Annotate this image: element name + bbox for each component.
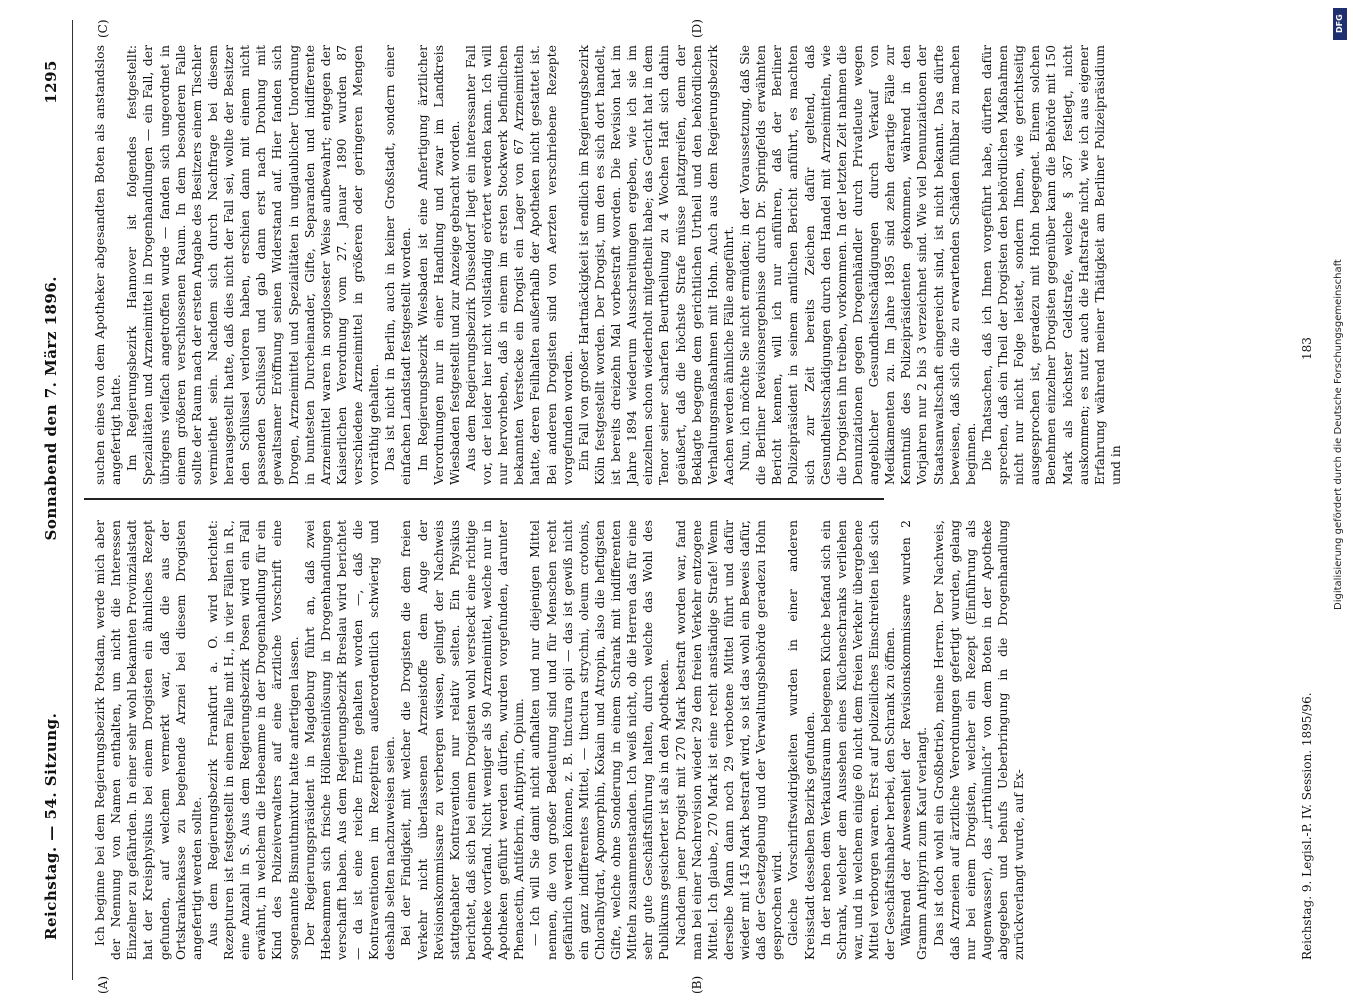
margin-mark-c: (C) — [96, 19, 110, 38]
paragraph: Im Regierungsbezirk Hannover ist folgendes festgestellt: Spezialitäten und Arzneimittel in Drogenhandlungen — ein Fall, der übrigens vielfach angetroffen wurde — fanden sich ungeordnet in einem größeren verschlossenen Raum. In dem besonderen Falle sollte der Raum nach der ersten Angabe des Besitzers einem Tischler vermiethet sein. Nachdem sich durch Nachfrage bei diesem herausgestellt hatte, daß dies nicht der Fall sei, wollte der Besitzer den Schlüssel verloren haben, erschien dann mit einem nicht passenden Schlüssel und gab dann erst nach Drohung mit gewaltsamer Eröffnung seinen Widerstand auf. Hier fanden sich Drogen, Arzneimittel und Spezialitäten in unglaublicher Unordnung in buntesten Durcheinander, Gifte, Separanden und indifferente Arzneimittel waren in sorglosester Weise aufbewahrt; entgegen der Kaiserlichen Verordnung vom 27. Januar 1890 wurden 87 verschiedene Arzneimittel in größeren oder geringeren Mengen vorräthig gehalten. — [124, 45, 382, 485]
digitization-note: Digitalisierung gefördert durch die Deutsche Forschungsgemeinschaft — [1333, 259, 1344, 610]
paragraph: Der Regierungspräsident in Magdeburg führt an, daß zwei Hebeammen sich frische Höllensteinlösung in Drogenhandlungen verschafft haben. Aus dem Regierungsbezirk Breslau wird berichtet — da ist eine reiche Ernte gehalten worden —, daß die Kontraventionen im Rezeptiren außerordentlich schwierig und deshalb selten nachzuweisen seien. — [301, 520, 398, 960]
paragraph: Das ist nicht in Berlin, auch in keiner Großstadt, sondern einer einfachen Landstadt festgestellt worden. — [382, 45, 414, 485]
paragraph: Bei der Findigkeit, mit welcher die Drogisten die dem freien Verkehr nicht überlassenen Arzneistoffe dem Auge der Revisionskommissare zu verbergen wissen, gelingt der Nachweis stattgehabter Kontravention nur relativ selten. Ein Physikus berichtet, daß sich bei einem Drogisten wohl versteckt eine richtige Apotheke vorfand. Nicht weniger als 90 Arzneimittel, welche nur in Apotheken geführt werden dürfen, wurden vorgefunden, darunter Phenacetin, Antifebrin, Antipyrin, Opium. — [398, 520, 527, 960]
paragraph: — Ich will Sie damit nicht aufhalten und nur diejenigen Mittel nennen, die von großer Bedeutung sind und für Menschen recht gefährlich werden können, z. B. tinctura opii — das ist gewiß nicht ein ganz indifferentes Mittel, — tinctura strychni, oleum crotonis, Chloralhydrat, Apomorphin, Kokain und Atropin, also die heftigsten Gifte, welche ohne Sonderung in einem Schrank mit indifferenten Mitteln zusammenstanden. Ich weiß nicht, ob die Herren das für eine sehr gute Geschäftsführung halten, durch welche das Wohl des Publikums gesicherter ist als in den Apotheken. — [527, 520, 672, 960]
paragraph: In der neben dem Verkaufsraum belegenen Küche befand sich ein Schrank, welcher dem Aussehen eines Küchenschranks verliehen war, und in welchem einige 60 nicht dem freien Verkehr übergebene Mittel verborgen waren. Erst auf polizeiliches Einschreiten ließ sich der Geschäftsinhaber herbei, den Schrank zu öffnen. — [817, 520, 898, 960]
paragraph: Im Regierungsbezirk Wiesbaden ist eine Anfertigung ärztlicher Verordnungen nur in einer Handlung und zwar im Landkreis Wiesbaden festgestellt und zur Anzeige gebracht worden. — [414, 45, 462, 485]
text-column-right — [92, 45, 1124, 485]
digitization-strip — [1333, 0, 1349, 1000]
paragraph: Während der Anwesenheit der Revisionskommissare wurden 2 Gramm Antipyrin zum Kauf verlangt. — [898, 520, 930, 960]
footer-imprint: Reichstag. 9. Legisl.-P. IV. Session. 1895/96. — [1300, 692, 1314, 960]
page-number: 1295 — [42, 60, 60, 104]
paragraph: Ein Fall von großer Hartnäckigkeit ist endlich im Regierungsbezirk Köln festgestellt worden. Der Drogist, um den es sich dort handelt, ist bereits dreizehn Mal vorbestraft worden. Die Revision hat im Jahre 1894 wiederum Ausschreitungen ergeben, wie ich sie im einzelnen schon wiederholt mitgetheilt habe; das Gericht hat in dem Tenor seiner scharfen Beurtheilung zu 4 Wochen Haft sich dahin geäußert, daß die höchste Strafe müsse platzgreifen, denn der Beklagte begegne dem gerichtlichen Urtheil und den behördlichen Verhaltungsmaßnahmen mit Hohn. Auch aus dem Regierungsbezirk Aachen werden ähnliche Fälle angeführt. — [575, 45, 736, 485]
column-divider — [84, 499, 884, 501]
dfg-logo: DFG — [1333, 8, 1347, 40]
paragraph: Das ist doch wohl ein Großbetrieb, meine Herren. Der Nachweis, daß Arzneien auf ärztliche Verordnungen gefertigt wurden, gelang nur bei einem Drogisten, welcher ein Rezept (Einführung als Augenwasser), das „irrthümlich“ von dem Boten in der Apotheke abgegeben und behufs Ueberbringung in die Drogenhandlung zurückverlangt wurde, auf Ex- — [930, 520, 1027, 960]
margin-mark-d: (D) — [690, 19, 704, 38]
running-head-session: Reichstag. — 54. Sitzung. — [42, 712, 60, 940]
paragraph: Aus dem Regierungsbezirk Düsseldorf liegt ein interessanter Fall vor, der leider hier nicht vollständig erörtert werden kann. Ich will nur hervorheben, daß in einem im ersten Stockwerk befindlichen bekannten Verstecke ein Drogist ein Lager von 67 Arzneimitteln hatte, deren Feilhalten außerhalb der Apotheken nicht gestattet ist. Bei anderen Drogisten sind von Aerzten verschriebene Rezepte vorgefunden worden. — [462, 45, 575, 485]
footer-signature: 183 — [1300, 337, 1314, 360]
paragraph: Aus dem Regierungsbezirk Frankfurt a. O. wird berichtet: Rezepturen ist festgestellt in einem Falle mit H., in vier Fällen in R., eine Anzahl in S. Aus dem Regierungsbezirk Posen wird ein Fall erwähnt, in welchem die Hebeamme in der Drogenhandlung für ein Kind des Polizeiverwalters auf eine ärztliche Vorschrift eine sogenannte Bismuthmixtur hatte anfertigen lassen. — [204, 520, 301, 960]
paragraph: Ich beginne bei dem Regierungsbezirk Potsdam, werde mich aber der Nennung von Namen enthalten, um nicht die Interessen Einzelner zu gefährden. In einer sehr wohl bekannten Provinzialstadt hat der Kreisphysikus bei einem Drogisten ein ähnliches Rezept gefunden, auf welchem vermerkt war, daß die aus der Ortskrankenkasse zu begehende Arznei bei diesem Drogisten angefertigt werden sollte. — [92, 520, 204, 960]
paragraph: Gleiche Vorschriftswidrigkeiten wurden in einer anderen Kreisstadt desselben Bezirks gefunden. — [785, 520, 817, 960]
paragraph: Nun, ich möchte Sie nicht ermüden; in der Voraussetzung, daß Sie die Berliner Revisionsergebnisse durch Dr. Springfelds erwähnten Bericht kennen, will ich nur anführen, daß der Berliner Polizeipräsident in seinem amtlichen Bericht anführt, es machten sich zur Zeit bereits Zeichen dafür geltend, daß Gesundheitsschädigungen durch den Handel mit Arzneimitteln, wie die Drogisten ihn treiben, vorkommen. In der letzten Zeit nahmen die Denunziationen gegen Drogenhändler durch Privatleute wegen angeblicher Gesundheitsschädigungen durch Verkauf von Medikamenten zu. Im Jahre 1895 sind zehn derartige Fälle zur Kenntniß des Polizeipräsidenten gekommen, während in den Vorjahren nur 2 bis 3 verzeichnet sind. Wie viel Denunziationen der Staatsanwaltschaft eingereicht sind, ist nicht bekannt. Das dürfte beweisen, daß sich die zu erwartenden Schäden fühlbar zu machen beginnen. — [737, 45, 978, 485]
paragraph: Die Thatsachen, daß ich Ihnen vorgeführt habe, dürften dafür sprechen, daß ein Theil der Drogisten den behördlichen Maßnahmen nicht nur nicht Folge leistet, sondern Ihnen, wie gerichtseitig ausgesprochen ist, geradezu mit Hohn begegnet. Einem solchen Benehmen einzelner Drogisten gegenüber kann die Behörde mit 150 Mark als höchster Geldstrafe, welche § 367 festlegt, nicht auskommen; es nutzt auch die Haftstrafe nicht, wie ich aus eigener Erfahrung während meiner Thätigkeit am Berliner Polizeipräsidium und in — [978, 45, 1123, 485]
margin-mark-b: (B) — [690, 975, 704, 994]
paragraph: Nachdem jener Drogist mit 270 Mark bestraft worden war, fand man bei einer Nachrevision wieder 29 dem freien Verkehr entzogene Mittel. Ich glaube, 270 Mark ist eine recht anständige Strafe! Wenn derselbe Mann dann noch 29 verbotene Mittel führt und dafür wieder mit 145 Mark bestraft wird, so ist das wohl ein Beweis dafür, daß der Gesetzgebung und der Verwaltungsbehörde geradezu Hohn gesprochen wird. — [672, 520, 785, 960]
header-rule — [72, 20, 73, 980]
page-footer — [1300, 40, 1314, 960]
margin-mark-a: (A) — [96, 975, 110, 994]
text-column-left — [92, 520, 1027, 960]
paragraph: suchen eines von dem Apotheker abgesandten Boten als anstandslos angefertigt hatte. — [92, 45, 124, 485]
running-head — [42, 60, 60, 940]
running-head-date: Sonnabend den 7. März 1896. — [42, 275, 60, 541]
